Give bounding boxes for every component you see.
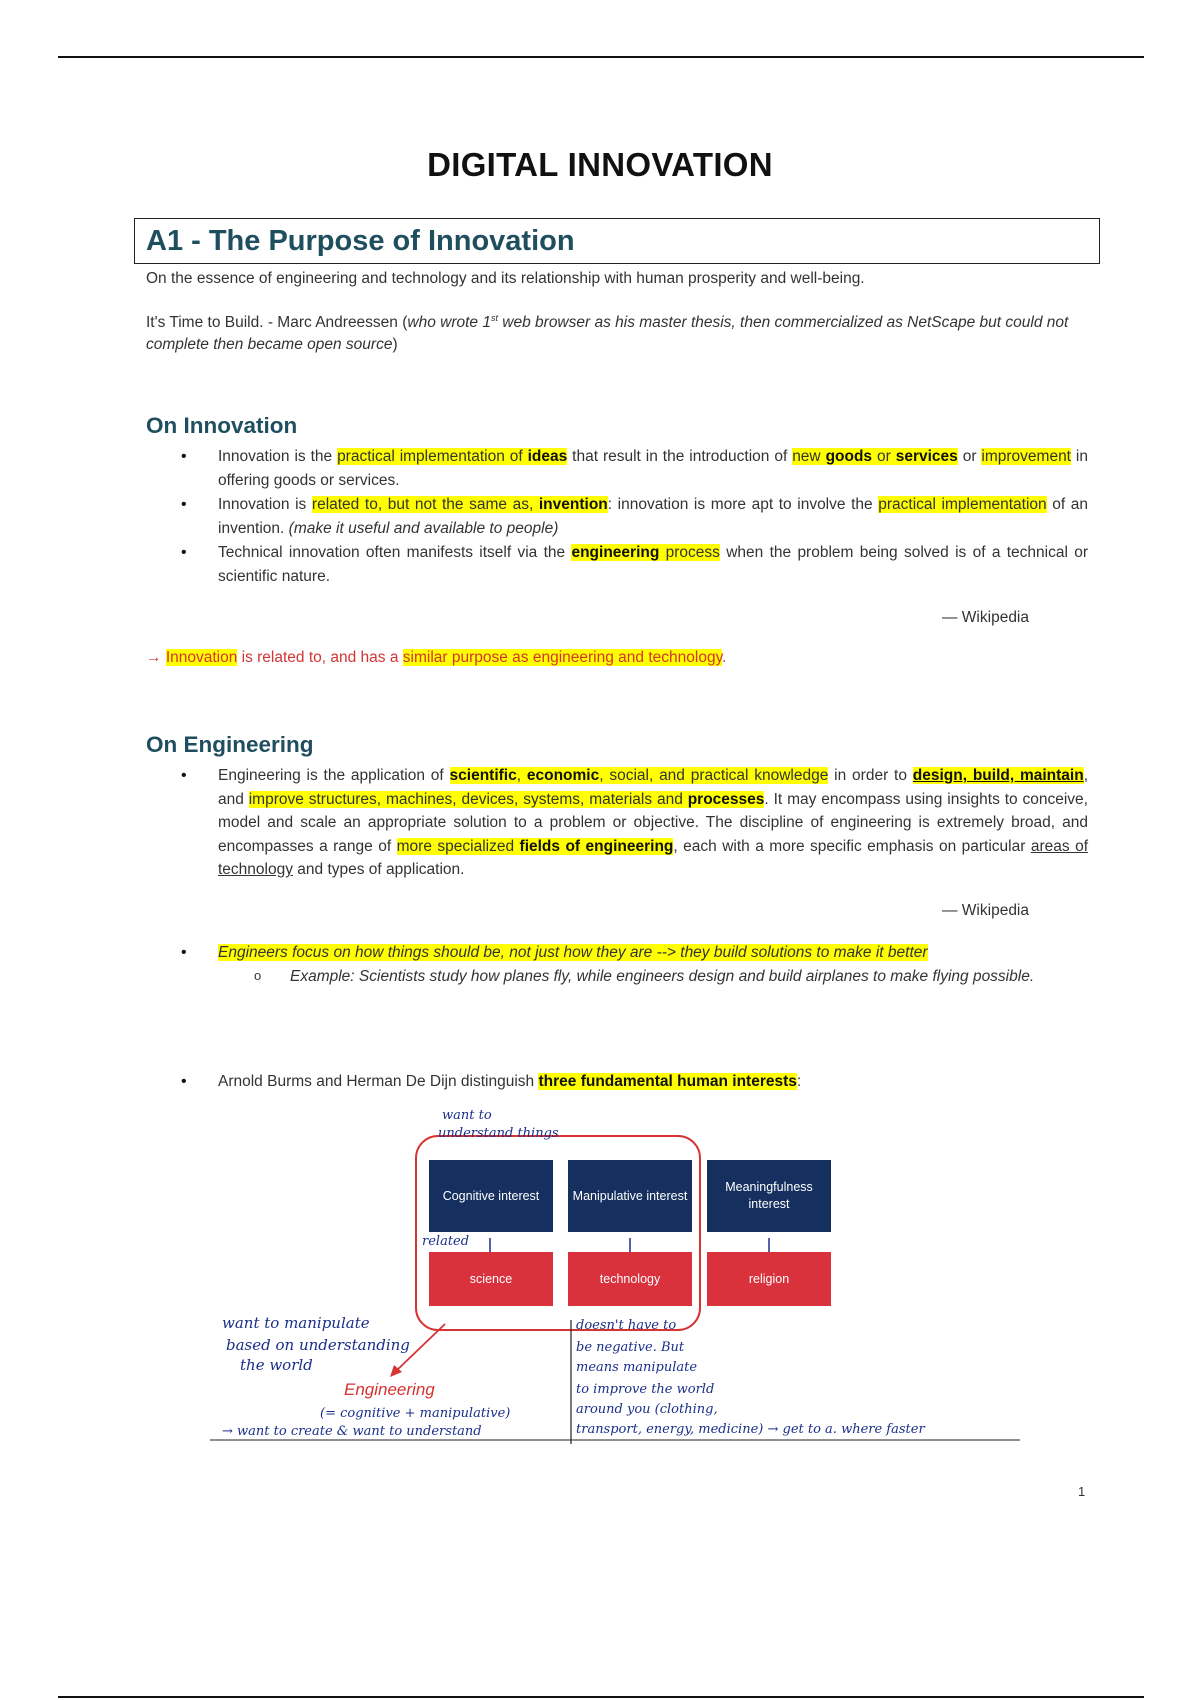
on-innovation-heading: On Innovation (146, 413, 298, 438)
section-heading: A1 - The Purpose of Innovation (146, 225, 575, 257)
note-right-5: around you (clothing, (576, 1402, 718, 1417)
wikipedia-attribution-2: — Wikipedia (942, 902, 1029, 919)
list-item: • Engineering is the application of scientific, economic, social, and practical knowledge in order to design, build, maintain, and improve structures, machines, devices, systems, materials and processes. It may encompass using insights to conceive, model and scale an appropriate solution to a problem or objective. The discipline of engineering is extremely broad, and encompasses a range of more specialized fields of engineering, each with a more specific emphasis on particular areas of technology and types of application. (182, 764, 1088, 882)
note-equation: (= cognitive + manipulative) (320, 1406, 511, 1421)
note-right-6: transport, energy, medicine) → get to a. where faster (576, 1422, 925, 1437)
note-bottom-left: → want to create & want to understand (222, 1424, 482, 1439)
note-right-4: to improve the world (576, 1382, 715, 1397)
list-item: • Innovation is related to, but not the same as, invention: innovation is more apt to involve the practical implementation of an invention. (make it useful and available to people) (182, 493, 1088, 540)
page-number: 1 (1078, 1484, 1086, 1499)
section-subtitle: On the essence of engineering and technology and its relationship with human prosperity and well-being. (146, 270, 865, 287)
innovation-conclusion: → Innovation is related to, and has a similar purpose as engineering and technology. (146, 649, 727, 666)
note-left-2: based on understanding (226, 1336, 410, 1354)
andreessen-quote: It's Time to Build. - Marc Andreessen (who wrote 1st web browser as his master thesis, then commercialized as NetScape but could not complete then became open source) (146, 313, 1069, 354)
note-want-to: want to (442, 1108, 492, 1123)
religion-box: religion (707, 1252, 831, 1306)
engineering-label: Engineering (344, 1380, 435, 1399)
engineering-bullets (182, 764, 1088, 883)
section-heading-box (134, 218, 1100, 264)
note-left-3: the world (240, 1356, 313, 1374)
technology-box: technology (568, 1252, 692, 1306)
list-item: • Arnold Burms and Herman De Dijn distinguish three fundamental human interests: (182, 1070, 1088, 1094)
bottom-rule (58, 1696, 1144, 1698)
note-left-1: want to manipulate (222, 1314, 370, 1332)
wikipedia-attribution: — Wikipedia (942, 609, 1029, 626)
list-item: • Engineers focus on how things should be, not just how they are --> they build solutions to make it better (182, 941, 1088, 965)
example-sub-bullet: Example: Scientists study how planes fly, while engineers design and build airplanes to make flying possible. (290, 968, 1035, 985)
list-item: • Technical innovation often manifests itself via the engineering process when the problem being solved is of a technical or scientific nature. (182, 541, 1088, 588)
note-related: related (422, 1234, 470, 1249)
cognitive-interest-box: Cognitive interest (429, 1160, 553, 1232)
note-right-2: be negative. But (576, 1340, 685, 1355)
note-right-3: means manipulate (576, 1360, 698, 1375)
innovation-bullets (182, 445, 1088, 589)
note-understand: understand things (438, 1126, 559, 1141)
manipulative-interest-box: Manipulative interest (568, 1160, 692, 1232)
sub-bullet-marker: o (254, 968, 262, 983)
interests-diagram (200, 1110, 1060, 1450)
burms-bullet (182, 1070, 1088, 1095)
on-engineering-heading: On Engineering (146, 732, 314, 757)
science-box: science (429, 1252, 553, 1306)
meaningfulness-interest-box: Meaningfulness interest (707, 1160, 831, 1232)
top-rule (58, 56, 1144, 58)
document-title: DIGITAL INNOVATION (427, 146, 773, 183)
note-right-1: doesn't have to (576, 1318, 677, 1333)
engineers-focus-bullet (182, 941, 1088, 966)
list-item: • Innovation is the practical implementation of ideas that result in the introduction of new goods or services or improvement in offering goods or services. (182, 445, 1088, 492)
